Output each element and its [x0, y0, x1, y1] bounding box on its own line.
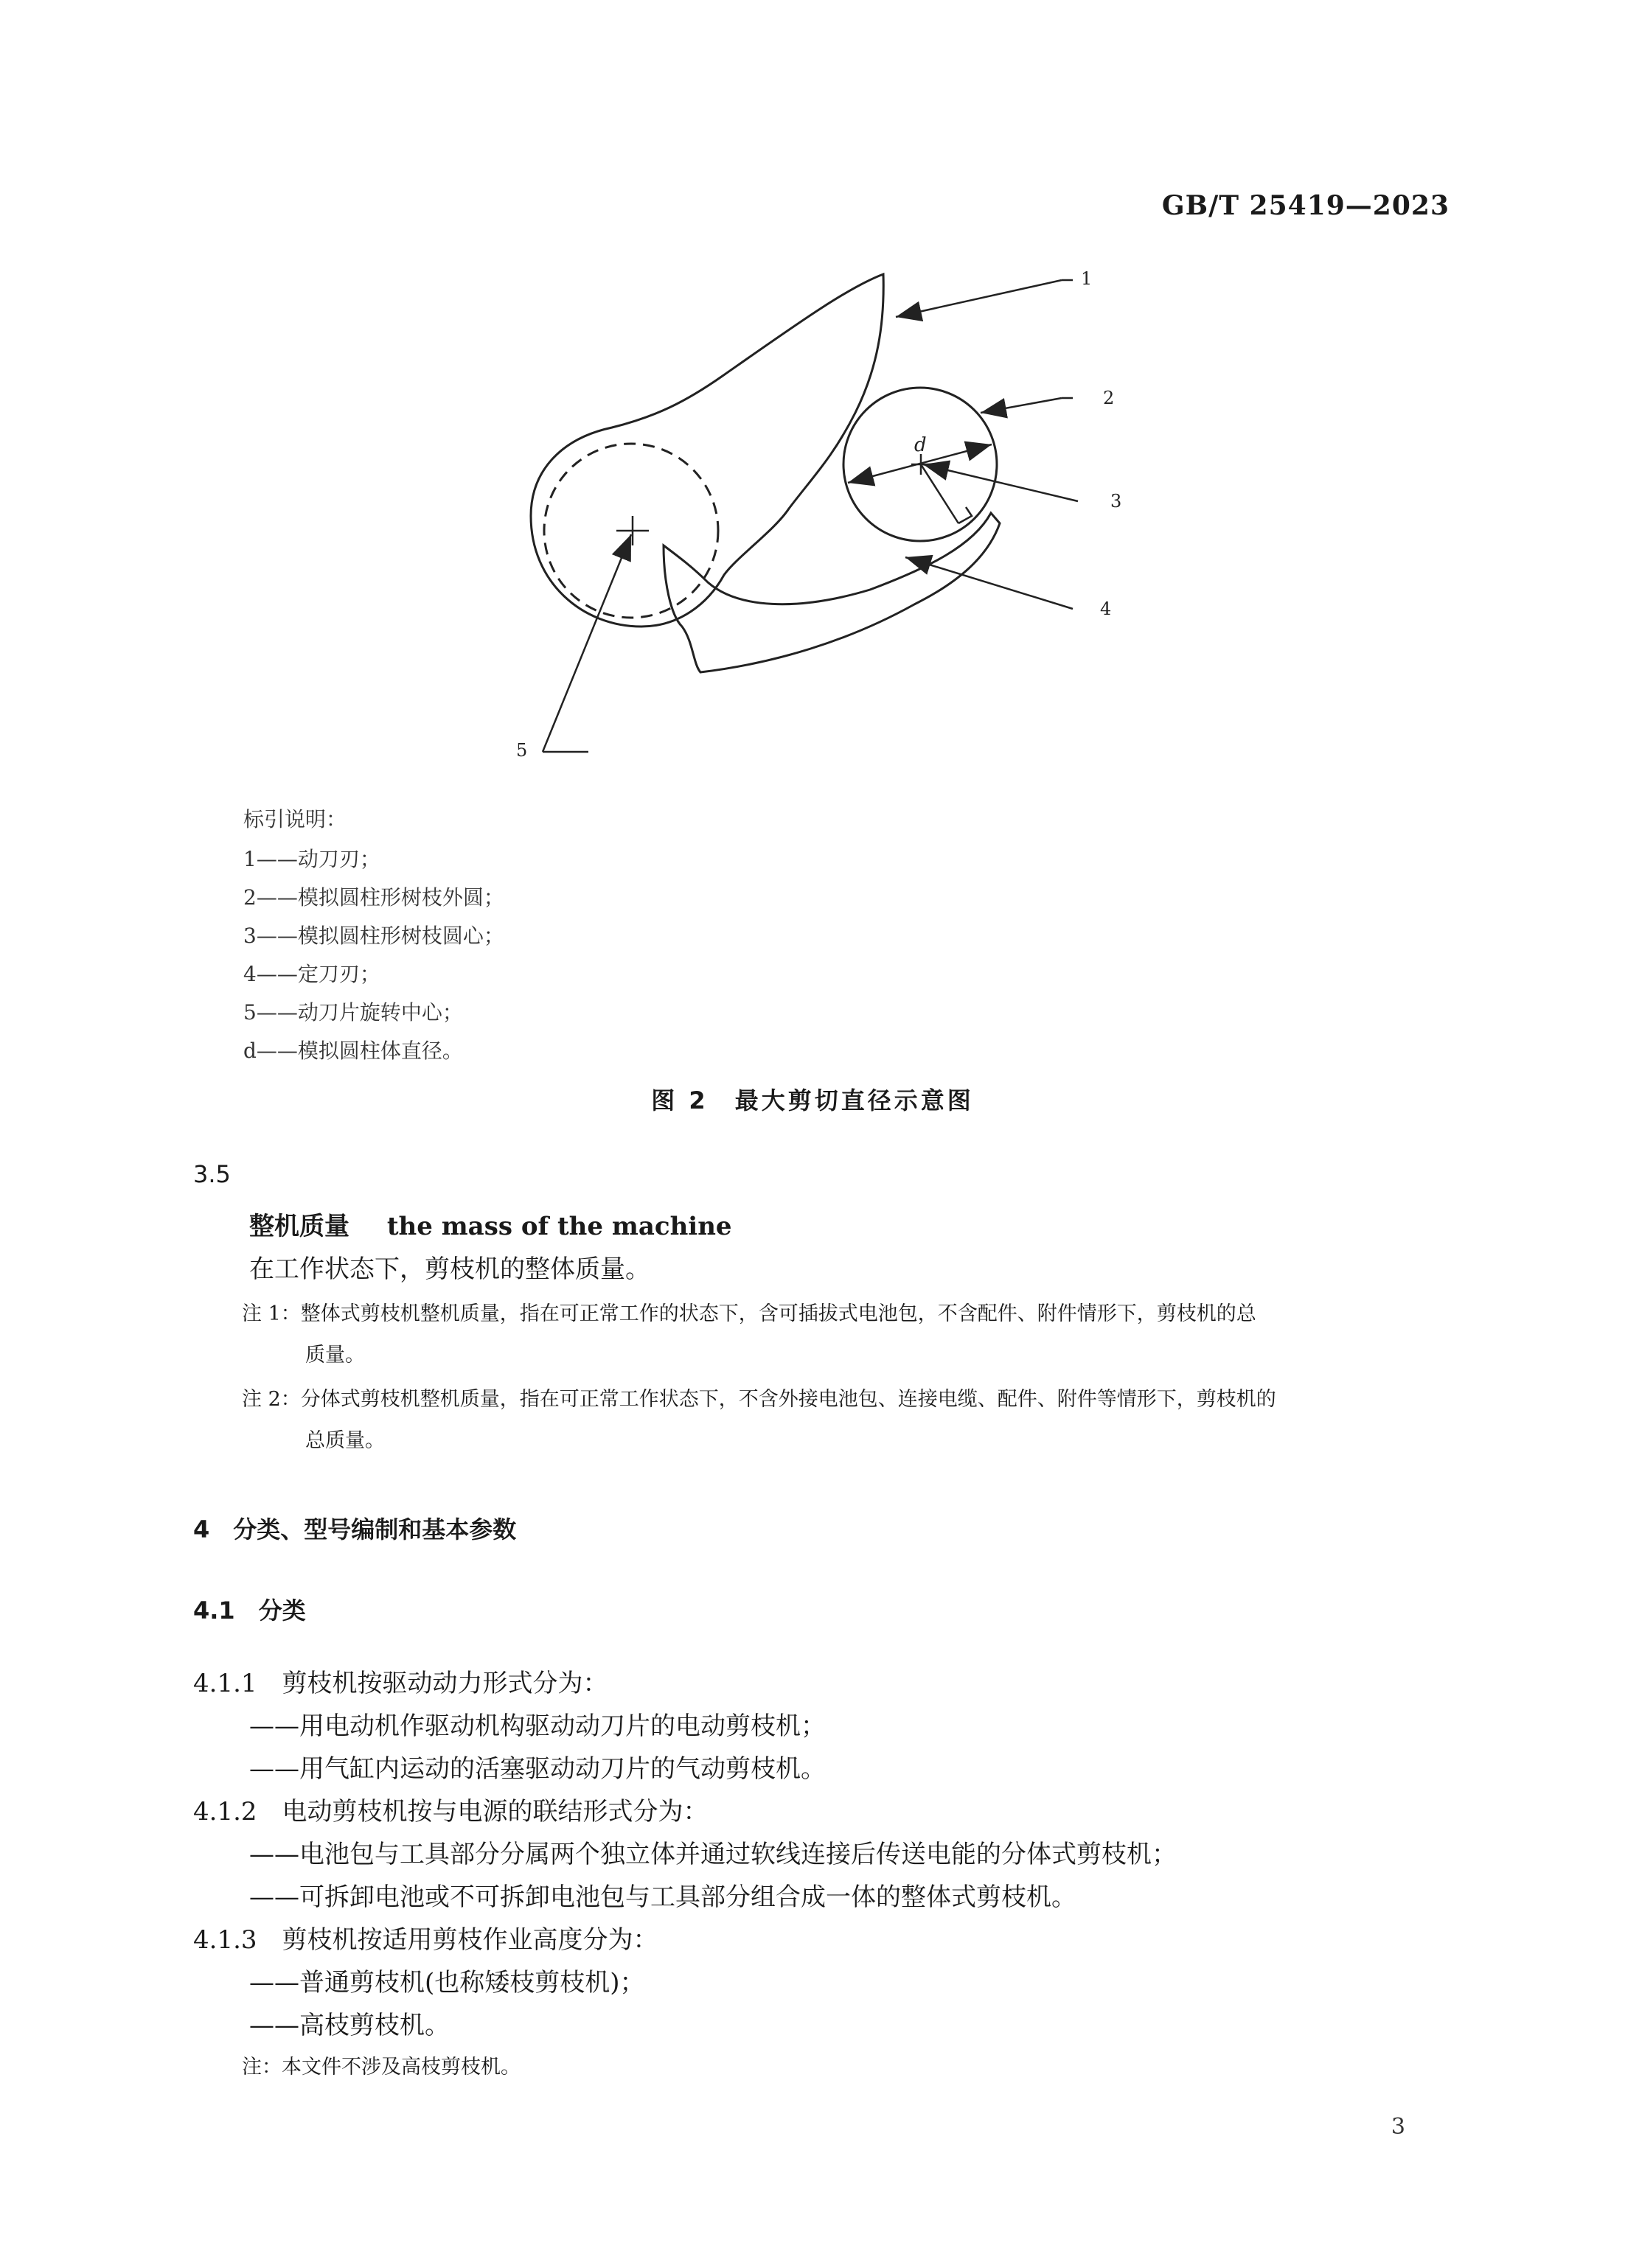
section-number-3-5: 3.5 [193, 1160, 231, 1188]
callout-1: 1 [1081, 268, 1093, 289]
section-4-note: 注：本文件不涉及高枝剪枝机。 [242, 2056, 521, 2079]
cutting-diameter-figure [0, 0, 1625, 796]
list-item: ——电池包与工具部分分属两个独立体并通过软线连接后传送电能的分体式剪枝机； [249, 1840, 1177, 1869]
callout-4: 4 [1100, 599, 1112, 619]
stationary-blade-outline [664, 513, 1000, 672]
legend-item: 4——定刀刃； [243, 962, 380, 986]
list-item: ——高枝剪枝机。 [249, 2011, 450, 2040]
page-number: 3 [1391, 2114, 1405, 2140]
term-en: the mass of the machine [386, 1212, 732, 1241]
note-2-line-1: 注 2：分体式剪枝机整机质量，指在可正常工作状态下，不含外接电池包、连接电缆、配件、附件等情形下，剪枝机的 [242, 1388, 1276, 1411]
diameter-label: d [914, 434, 927, 456]
legend-item: 3——模拟圆柱形树枝圆心； [243, 924, 504, 948]
term-heading [249, 1206, 732, 1242]
clause-4-1-3: 4.1.3 剪枝机按适用剪枝作业高度分为： [193, 1925, 658, 1955]
legend-item: d——模拟圆柱体直径。 [243, 1039, 463, 1063]
list-item: ——普通剪枝机(也称矮枝剪枝机)； [249, 1968, 645, 1997]
clause-4-1-1: 4.1.1 剪枝机按驱动动力形式分为： [193, 1669, 608, 1698]
note-2-line-2: 总质量。 [305, 1429, 385, 1452]
document-code: GB/T 25419—2023 [1161, 190, 1450, 221]
legend-item: 5——动刀片旋转中心； [243, 1000, 463, 1025]
callout-3: 3 [1110, 491, 1122, 512]
callout-5: 5 [516, 740, 528, 761]
callout-2: 2 [1103, 388, 1115, 408]
note-1-line-1: 注 1：整体式剪枝机整机质量，指在可正常工作的状态下，含可插拔式电池包，不含配件、附件情形下，剪枝机的总 [242, 1302, 1256, 1325]
term-zh: 整机质量 [249, 1212, 349, 1241]
legend-title: 标引说明： [243, 807, 347, 831]
figure-caption: 图 2 最大剪切直径示意图 [651, 1086, 974, 1114]
note-1-line-2: 质量。 [305, 1344, 365, 1367]
list-item: ——用气缸内运动的活塞驱动动刀片的气动剪枝机。 [249, 1754, 826, 1784]
list-item: ——用电动机作驱动机构驱动动刀片的电动剪枝机； [249, 1712, 826, 1741]
section-4-heading: 4 分类、型号编制和基本参数 [193, 1515, 517, 1543]
legend-item: 2——模拟圆柱形树枝外圆； [243, 885, 504, 910]
legend-item: 1——动刀刃； [243, 847, 380, 871]
section-4-1-heading: 4.1 分类 [193, 1597, 306, 1625]
term-definition: 在工作状态下，剪枝机的整体质量。 [249, 1255, 650, 1284]
list-item: ——可拆卸电池或不可拆卸电池包与工具部分组合成一体的整体式剪枝机。 [249, 1883, 1076, 1912]
clause-4-1-2: 4.1.2 电动剪枝机按与电源的联结形式分为： [193, 1797, 709, 1826]
